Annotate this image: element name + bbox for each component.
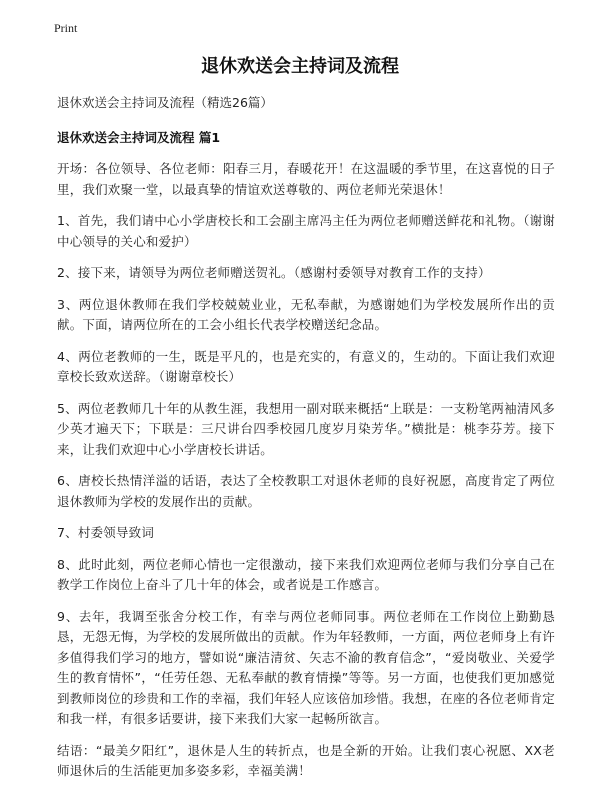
- paragraph-3: 3、两位退休教师在我们学校兢兢业业，无私奉献，为感谢她们为学校发展所作出的贡献。下面，请两位所在的工会小组长代表学校赠送纪念品。: [57, 296, 555, 332]
- paragraph-9: 9、去年，我调至张舍分校工作，有幸与两位老师同事。两位老师在工作岗位上勤勤恳恳，无怨无悔，为学校的发展所做出的贡献。作为年轻教师，一方面，两位老师身上有许多值得我们学习的地方，譬如说“廉洁清贫、矢志不渝的教育信念”，“爱岗敬业、关爱学生的教育情怀”，“任劳任怨、无私奉献的教育情操”等等。另一方面，也使我们更加感觉到教师岗位的珍贵和工作的幸福，我们年轻人应该倍加珍惜。我想，在座的各位老师肯定和我一样，有很多话要讲，接下来我们大家一起畅所欲言。: [57, 608, 555, 726]
- paragraph-5: 5、两位老教师几十年的从教生涯，我想用一副对联来概括“上联是：一支粉笔两袖清风多少英才遍天下；下联是：三尺讲台四季校园几度岁月染芳华。”横批是：桃李芬芳。接下来，让我们欢迎中心小学唐校长讲话。: [57, 400, 555, 457]
- paragraph-4: 4、两位老教师的一生，既是平凡的，也是充实的，有意义的，生动的。下面让我们欢迎章校长致欢送辞。（谢谢章校长）: [57, 348, 555, 384]
- paragraph-1: 1、首先，我们请中心小学唐校长和工会副主席冯主任为两位老师赠送鲜花和礼物。（谢谢中心领导的关心和爱护）: [57, 213, 555, 249]
- document-subtitle: 退休欢送会主持词及流程（精选26篇）: [57, 95, 273, 110]
- paragraph-8: 8、此时此刻，两位老师心情也一定很激动，接下来我们欢迎两位老师与我们分享自己在教学工作岗位上奋斗了几十年的体会，或者说是工作感言。: [57, 556, 555, 592]
- paragraph-2: 2、接下来，请领导为两位老师赠送贺礼。（感谢村委领导对教育工作的支持）: [57, 265, 491, 280]
- print-label: Print: [54, 21, 78, 35]
- document-body: [57, 93, 555, 793]
- paragraph-7: 7、村委领导致词: [57, 525, 155, 540]
- document-title: 退休欢送会主持词及流程: [201, 56, 399, 77]
- paragraph-opening: 开场：各位领导、各位老师：阳春三月，春暖花开！在这温暖的季节里，在这喜悦的日子里，我们欢聚一堂，以最真挚的情谊欢送尊敬的、两位老师光荣退休！: [57, 161, 555, 197]
- paragraph-6: 6、唐校长热情洋溢的话语，表达了全校教职工对退休老师的良好祝愿，高度肯定了两位退休教师为学校的发展作出的贡献。: [57, 473, 555, 509]
- section-heading: 退休欢送会主持词及流程 篇1: [57, 130, 221, 145]
- paragraph-closing: 结语：“最美夕阳红”，退休是人生的转折点，也是全新的开始。让我们衷心祝愿、XX老师退休后的生活能更加多姿多彩，幸福美满！: [57, 742, 555, 778]
